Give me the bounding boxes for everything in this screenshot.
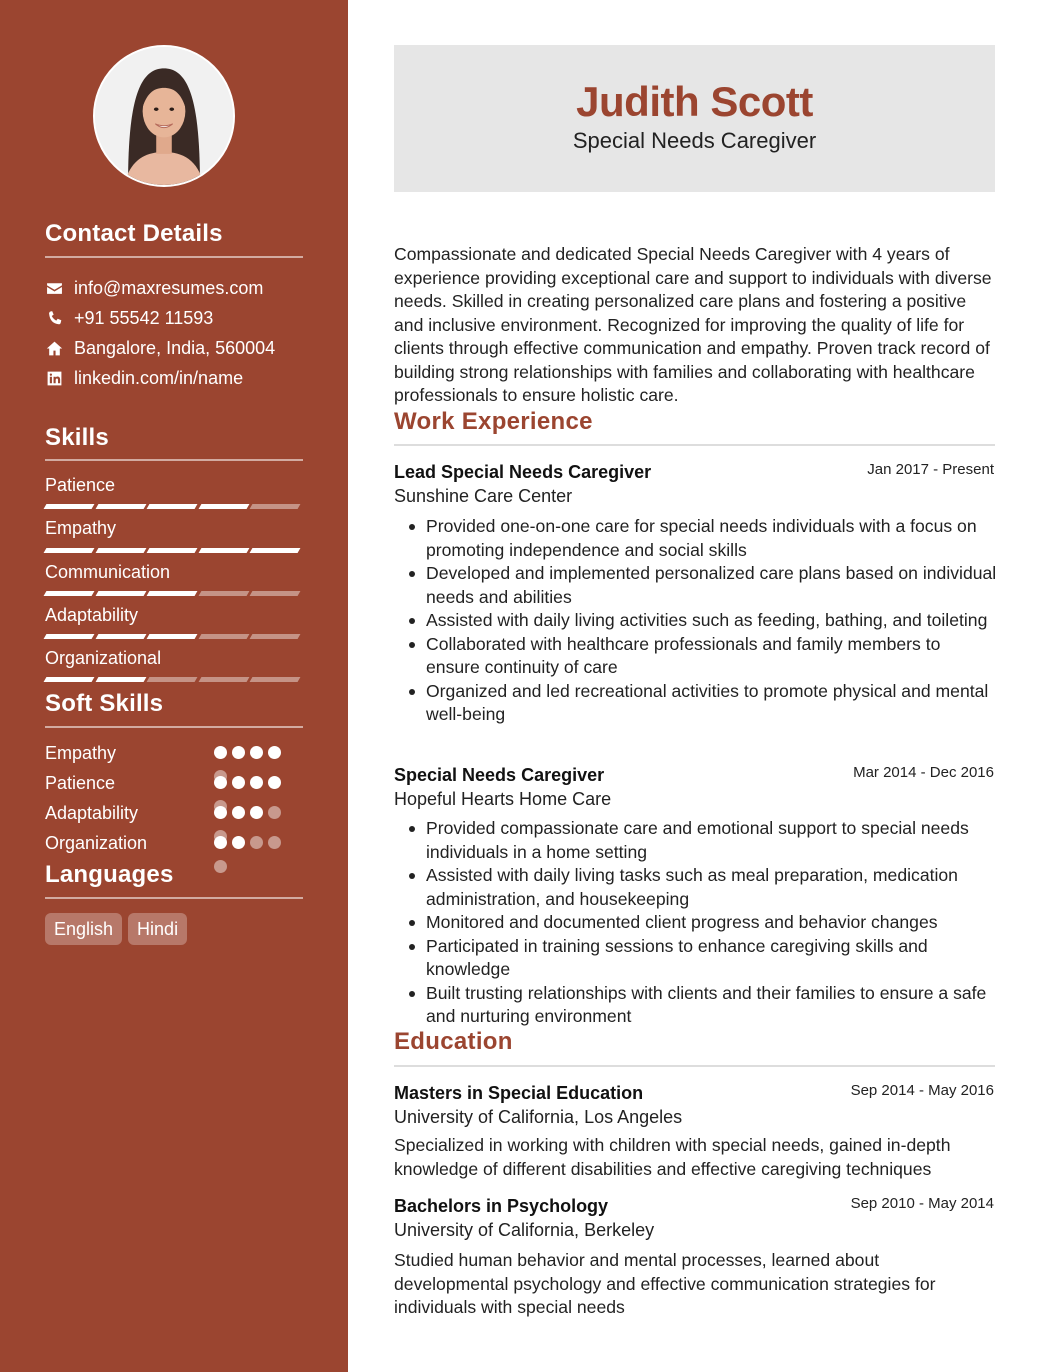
rating-segment (250, 548, 300, 553)
degree-title: Masters in Special Education (394, 1083, 644, 1103)
education-divider (394, 1065, 995, 1067)
soft-skill-label: Adaptability (45, 803, 139, 823)
rating-dot (232, 836, 245, 849)
rating-segment (198, 548, 248, 553)
skill-label: Adaptability (45, 605, 139, 625)
soft-skill-label: Empathy (45, 743, 117, 763)
envelope-icon (45, 279, 63, 297)
rating-segment (250, 504, 300, 509)
skill-label: Communication (45, 562, 171, 582)
education-heading: Education (394, 1028, 513, 1055)
job-employer: Hopeful Hearts Home Care (394, 789, 612, 809)
rating-segment (147, 677, 197, 682)
skill-label: Empathy (45, 518, 117, 538)
language-tag-hindi: Hindi (128, 913, 187, 945)
rating-dot (232, 776, 245, 789)
degree-date: Sep 2014 - May 2016 (850, 1082, 994, 1099)
job-bullets (394, 817, 998, 1029)
skill-rating-bars (45, 504, 303, 510)
list-item: Collaborated with healthcare professionals and family members to ensure continuity of care (394, 633, 998, 680)
rating-segment (44, 548, 94, 553)
degree-title: Bachelors in Psychology (394, 1196, 609, 1216)
degree-school: University of California, Berkeley (394, 1220, 655, 1240)
contact-divider (45, 256, 303, 258)
language-tag-english: English (45, 913, 122, 945)
rating-dot (214, 836, 227, 849)
rating-segment (250, 591, 300, 596)
soft-skill-rating-dots (214, 836, 304, 850)
rating-segment (250, 677, 300, 682)
job-employer: Sunshine Care Center (394, 486, 573, 506)
rating-segment (44, 677, 94, 682)
skill-rating-bars (45, 634, 303, 640)
skill-label: Patience (45, 475, 116, 495)
rating-segment (95, 591, 145, 596)
rating-dot (268, 836, 281, 849)
rating-dot (250, 836, 263, 849)
job-date: Jan 2017 - Present (867, 461, 994, 478)
soft-skills-divider (45, 726, 303, 728)
rating-segment (250, 634, 300, 639)
home-icon (45, 339, 63, 357)
profile-summary: Compassionate and dedicated Special Needs Caregiver with 4 years of experience providing exceptional care and support to individuals with diverse needs. Skilled in creating personalized care plans and fostering a positive and inclusive environment. Recognized for improving the quality of life for clients through effective communication and empathy. Proven track record of building strong relationships with families and collaborating with healthcare professionals to ensure holistic care. (394, 244, 992, 405)
degree-description: Specialized in working with children with special needs, gained in-depth knowledge of different disabilities and effective caregiving techniques (394, 1135, 951, 1179)
language-tags (45, 913, 193, 945)
profile-photo (95, 47, 233, 185)
contact-address-text: Bangalore, India, 560004 (74, 337, 276, 358)
contact-linkedin[interactable] (45, 367, 243, 389)
list-item: Monitored and documented client progress and behavior changes (394, 911, 998, 935)
rating-dot (214, 776, 227, 789)
rating-segment (198, 504, 248, 509)
rating-dot (232, 746, 245, 759)
rating-segment (95, 548, 145, 553)
candidate-name: Judith Scott (576, 78, 813, 125)
skill-rating-bars (45, 591, 303, 597)
job-title: Special Needs Caregiver (394, 765, 605, 785)
name-header (394, 45, 995, 192)
rating-segment (44, 634, 94, 639)
contact-phone-text: +91 55542 11593 (74, 307, 214, 328)
list-item: Built trusting relationships with clients and their families to ensure a safe and nurturing environment (394, 982, 998, 1029)
rating-dot (268, 746, 281, 759)
sidebar (0, 0, 348, 1372)
list-item: Participated in training sessions to enhance caregiving skills and knowledge (394, 935, 998, 982)
candidate-title: Special Needs Caregiver (572, 128, 817, 153)
skill-rating-bars (45, 548, 303, 554)
contact-heading: Contact Details (45, 220, 223, 247)
job-bullets (394, 515, 998, 727)
list-item: Provided compassionate care and emotional support to special needs individuals in a home setting (394, 817, 998, 864)
languages-divider (45, 897, 303, 899)
rating-dot (268, 806, 281, 819)
rating-dot (268, 776, 281, 789)
rating-dot (214, 806, 227, 819)
rating-dot (232, 806, 245, 819)
soft-skill-rating-dots (214, 746, 304, 760)
skills-divider (45, 459, 303, 461)
list-item: Provided one-on-one care for special needs individuals with a focus on promoting independence and social skills (394, 515, 998, 562)
rating-segment (147, 591, 197, 596)
degree-description: Studied human behavior and mental processes, learned about developmental psychology and effective communication strategies for individuals with special needs (394, 1250, 936, 1317)
skill-label: Organizational (45, 648, 162, 668)
linkedin-icon (45, 369, 63, 387)
rating-segment (147, 634, 197, 639)
list-item: Developed and implemented personalized care plans based on individual needs and abilities (394, 562, 998, 609)
rating-segment (95, 634, 145, 639)
rating-segment (198, 677, 248, 682)
rating-segment (147, 548, 197, 553)
rating-segment (95, 504, 145, 509)
job-date: Mar 2014 - Dec 2016 (853, 764, 994, 781)
list-item: Assisted with daily living tasks such as meal preparation, medication administration, and housekeeping (394, 864, 998, 911)
skills-heading: Skills (45, 424, 109, 451)
list-item: Organized and led recreational activities to promote physical and mental well-being (394, 680, 998, 727)
avatar (93, 45, 235, 187)
rating-segment (95, 677, 145, 682)
list-item: Assisted with daily living activities such as feeding, bathing, and toileting (394, 609, 998, 633)
rating-segment (44, 591, 94, 596)
rating-dot (250, 806, 263, 819)
soft-skill-rating-dots (214, 776, 304, 790)
rating-segment (198, 634, 248, 639)
work-experience-divider (394, 444, 995, 446)
contact-email-text: info@maxresumes.com (74, 277, 264, 298)
rating-segment (147, 504, 197, 509)
languages-heading: Languages (45, 861, 174, 888)
contact-linkedin-text: linkedin.com/in/name (74, 367, 244, 388)
job-title: Lead Special Needs Caregiver (394, 462, 652, 482)
phone-icon (45, 309, 63, 327)
skill-rating-bars (45, 677, 303, 683)
soft-skills-heading: Soft Skills (45, 690, 164, 717)
soft-skill-label: Organization (45, 833, 148, 853)
work-experience-heading: Work Experience (394, 408, 593, 435)
soft-skill-rating-dots (214, 806, 304, 820)
contact-email[interactable] (45, 277, 263, 299)
rating-dot (250, 746, 263, 759)
rating-dot (250, 776, 263, 789)
rating-dot (214, 746, 227, 759)
contact-phone[interactable] (45, 307, 213, 329)
soft-skill-label: Patience (45, 773, 116, 793)
rating-segment (198, 591, 248, 596)
degree-school: University of California, Los Angeles (394, 1107, 683, 1127)
degree-date: Sep 2010 - May 2014 (850, 1195, 994, 1212)
contact-address (45, 337, 275, 359)
rating-segment (44, 504, 94, 509)
